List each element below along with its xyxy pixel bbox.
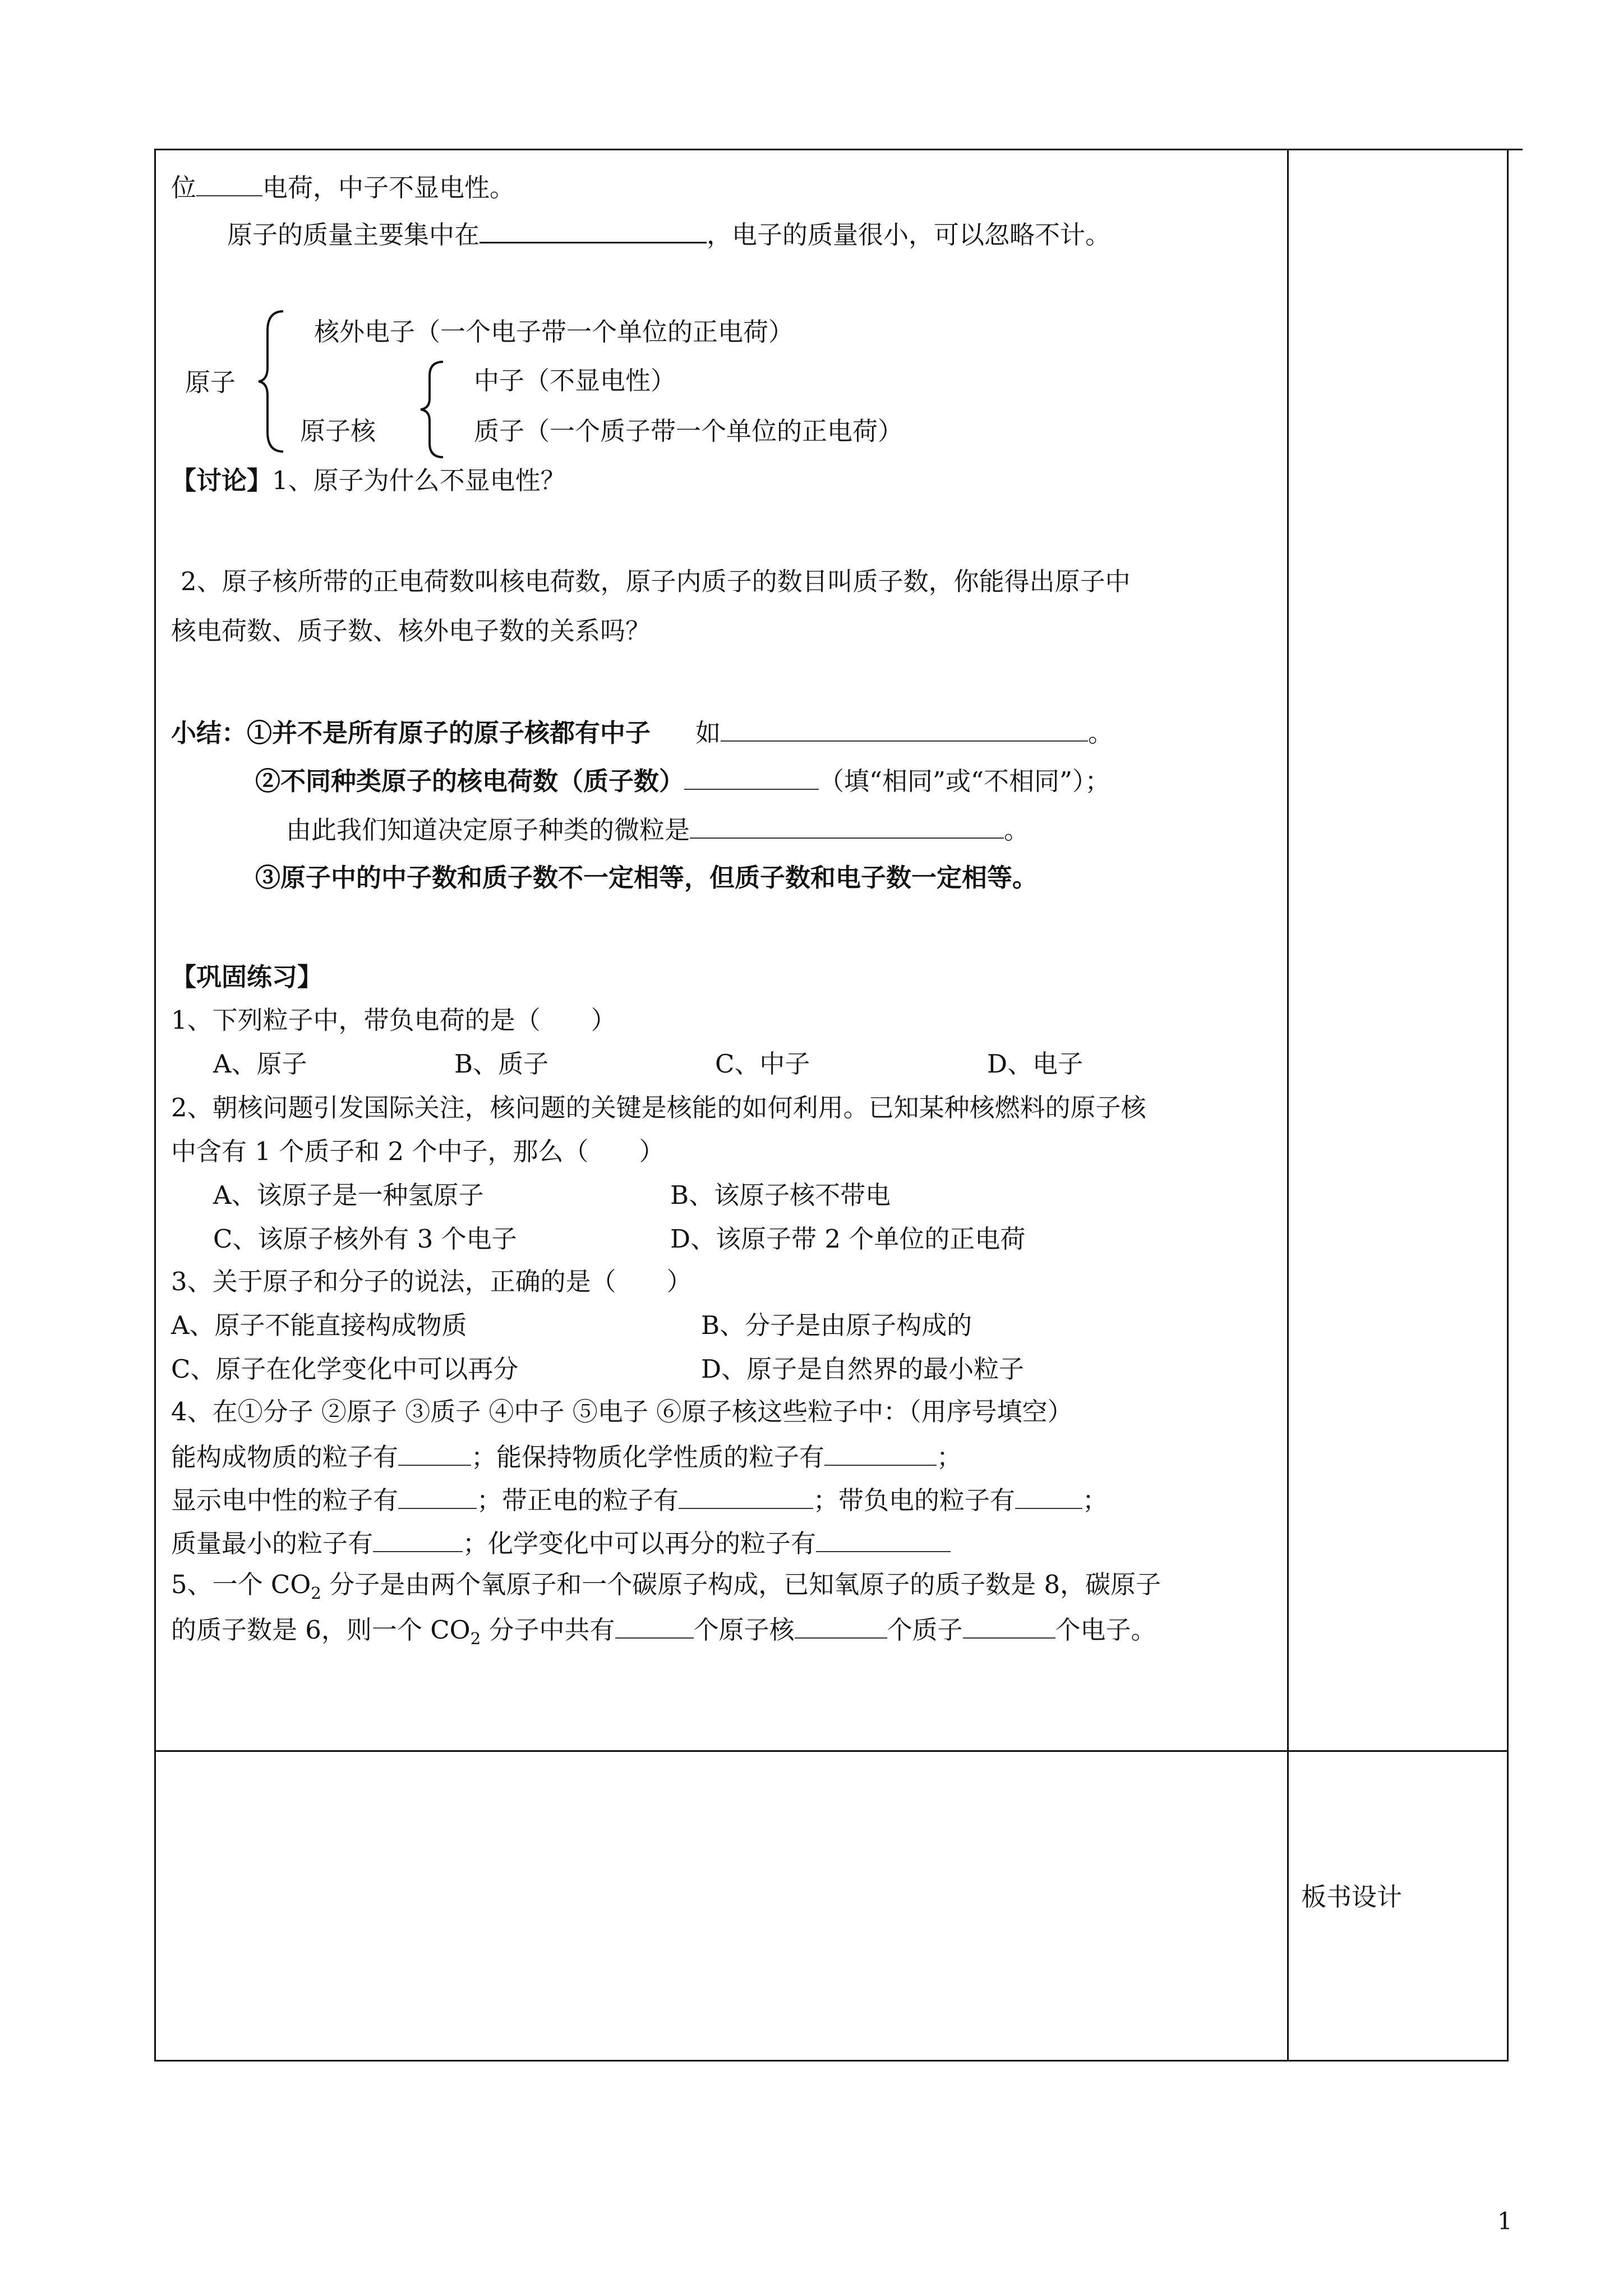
practice-q4-line1: 能构成物质的粒子有 ；能保持物质化学性质的粒子有 ；	[171, 1441, 962, 1473]
discussion-q2-line2: 核电荷数、质子数、核外电子数的关系吗？	[171, 616, 651, 646]
neutronless-atom-blank[interactable]	[721, 716, 1088, 742]
table-top-border	[154, 149, 1523, 150]
table-row-divider	[154, 1750, 1509, 1752]
nuclei-count-blank[interactable]	[615, 1613, 694, 1639]
practice-q5-line2: 的质子数是 6，则一个 $CO_2$ 分子中共有 个原子核 个质子 个电子。	[171, 1613, 1156, 1649]
practice-q3-opt-c[interactable]: C、原子在化学变化中可以再分	[171, 1354, 519, 1384]
divisible-particles-blank[interactable]	[816, 1527, 951, 1552]
practice-q1-opt-b[interactable]: B、质子	[454, 1049, 549, 1079]
discussion-q2-line1: 2、原子核所带的正电荷数叫核电荷数，原子内质子的数目叫质子数，你能得出原子中	[181, 567, 1131, 596]
chemical-property-blank[interactable]	[824, 1441, 937, 1466]
nucleus-brace	[415, 359, 449, 460]
practice-q1-opt-d[interactable]: D、电子	[987, 1049, 1083, 1079]
neutral-particles-blank[interactable]	[398, 1484, 477, 1509]
table-middle-border	[1287, 149, 1289, 2062]
atom-type-blank[interactable]	[690, 813, 1004, 839]
charge-same-blank[interactable]	[684, 765, 819, 790]
discussion-q1: 【讨论】1、原子为什么不显电性？	[171, 466, 566, 495]
table-bottom-border	[154, 2060, 1509, 2062]
electron-count-blank[interactable]	[963, 1613, 1055, 1639]
summary-2b: 由此我们知道决定原子种类的微粒是 。	[286, 813, 1029, 845]
atom-label: 原子	[185, 367, 236, 397]
practice-q2-line1: 2、朝核问题引发国际关注，核问题的关键是核能的如何利用。已知某种核燃料的原子核	[171, 1093, 1146, 1122]
atom-brace	[255, 309, 289, 454]
positive-particles-blank[interactable]	[679, 1484, 813, 1509]
practice-q4-line2: 显示电中性的粒子有 ；带正电的粒子有 ；带负电的粒子有 ；	[171, 1484, 1108, 1516]
electron-label: 核外电子（一个电子带一个单位的正电荷）	[314, 317, 794, 347]
practice-q1: 1、下列粒子中，带负电荷的是（ ）	[171, 1005, 616, 1035]
practice-q4: 4、在①分子 ②原子 ③质子 ④中子 ⑤电子 ⑥原子核这些粒子中：（用序号填空）	[171, 1397, 1073, 1427]
mass-blank[interactable]	[479, 218, 707, 243]
negative-particles-blank[interactable]	[1015, 1484, 1082, 1509]
summary-2: ②不同种类原子的核电荷数（质子数） （填“相同”或“不相同”）；	[255, 765, 1110, 797]
practice-q3-opt-a[interactable]: A、原子不能直接构成物质	[171, 1310, 467, 1340]
practice-q2-line2: 中含有 1 个质子和 2 个中子，那么（ ）	[171, 1137, 665, 1166]
practice-q2-opt-c[interactable]: C、该原子核外有 3 个电子	[213, 1224, 517, 1254]
practice-q5-line1: 5、一个 $CO_2$ 分子是由两个氧原子和一个碳原子构成，已知氧原子的质子数是 8，碳原子	[171, 1570, 1161, 1603]
practice-q1-opt-a[interactable]: A、原子	[213, 1049, 307, 1079]
practice-q2-opt-d[interactable]: D、该原子带 2 个单位的正电荷	[670, 1224, 1026, 1254]
smallest-mass-blank[interactable]	[373, 1527, 463, 1552]
summary-1: 小结：①并不是所有原子的原子核都有中子 如 。	[171, 716, 1113, 748]
matter-particles-blank[interactable]	[398, 1441, 471, 1466]
page-number: 1	[1497, 2207, 1513, 2235]
practice-q1-opt-c[interactable]: C、中子	[715, 1049, 810, 1079]
practice-q4-line3: 质量最小的粒子有 ；化学变化中可以再分的粒子有	[171, 1527, 951, 1559]
nucleus-charge-line: 位 电荷，中子不显电性。	[171, 171, 515, 203]
practice-q3: 3、关于原子和分子的说法，正确的是（ ）	[171, 1267, 692, 1296]
neutron-label: 中子（不显电性）	[474, 366, 676, 395]
nucleus-label: 原子核	[300, 416, 376, 446]
practice-q3-opt-d[interactable]: D、原子是自然界的最小粒子	[701, 1354, 1025, 1384]
table-right-border	[1507, 149, 1509, 2062]
proton-count-blank[interactable]	[795, 1613, 887, 1639]
board-design-label: 板书设计	[1301, 1882, 1403, 1912]
practice-q3-opt-b[interactable]: B、分子是由原子构成的	[701, 1310, 972, 1340]
table-left-border	[154, 149, 156, 2062]
proton-label: 质子（一个质子带一个单位的正电荷）	[474, 416, 903, 446]
mass-line: 原子的质量主要集中在 ，电子的质量很小，可以忽略不计。	[227, 218, 1110, 250]
practice-title: 【巩固练习】	[171, 962, 323, 992]
practice-q2-opt-a[interactable]: A、该原子是一种氢原子	[213, 1180, 484, 1210]
summary-3: ③原子中的中子数和质子数不一定相等，但质子数和电子数一定相等。	[255, 863, 1038, 892]
practice-q2-opt-b[interactable]: B、该原子核不带电	[670, 1180, 891, 1210]
